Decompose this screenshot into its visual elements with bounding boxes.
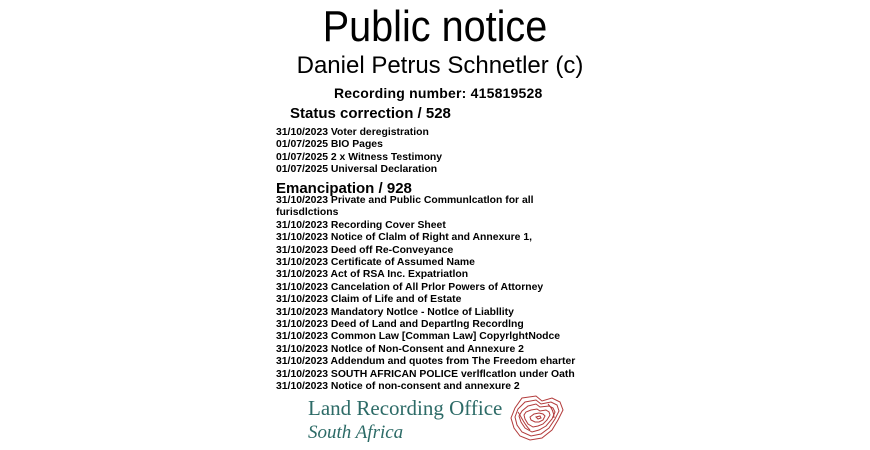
list-item: 31/10/2023 SOUTH AFRICAN POLICE verlflcatlon under Oath <box>276 368 575 380</box>
list-item: 31/10/2023 Mandatory Notlce - Notlce of Liabllity <box>276 306 514 318</box>
land-recording-office-logo <box>308 396 502 445</box>
south-africa-map-icon <box>508 392 566 444</box>
emancipation-list <box>276 195 586 394</box>
list-item: 31/10/2023 Private and Public Communlcatlon for all furisdlctions <box>276 195 534 219</box>
list-item: 31/10/2023 Notice of Clalm of Right and Annexure 1, <box>276 232 532 244</box>
list-item: 31/10/2023 Notlce of Non-Consent and Annexure 2 <box>276 343 524 355</box>
emancipation-heading: Emancipation / 928 <box>276 180 412 197</box>
list-item: 31/10/2023 Recording Cover Sheet <box>276 219 446 231</box>
page-title: Public notice <box>322 2 548 51</box>
status-correction-list <box>276 127 586 177</box>
list-item: 31/10/2023 Common Law [Comman Law] CopyrlghtNodce <box>276 331 561 343</box>
list-item: 31/10/2023 Notice of non-consent and annexure 2 <box>276 381 520 393</box>
list-item: 31/10/2023 Deed of Land and Departlng Recordlng <box>276 319 524 331</box>
list-item: 31/10/2023 Addendum and quotes from The Freedom eharter <box>276 356 576 368</box>
list-item: 01/07/2025 2 x Witness Testimony <box>276 151 443 163</box>
list-item: 31/10/2023 Act of RSA Inc. Expatriatlon <box>276 269 469 281</box>
list-item: 31/10/2023 Cancelation of All Prlor Powers of Attorney <box>276 281 544 293</box>
list-item: 01/07/2025 BIO Pages <box>276 139 383 151</box>
logo-line-1: Land Recording Office <box>308 396 503 420</box>
subtitle-name: Daniel Petrus Schnetler (c) <box>296 52 584 79</box>
list-item: 01/07/2025 Universal Declaration <box>276 164 438 176</box>
recording-number: Recording number: 415819528 <box>334 85 543 101</box>
status-correction-heading: Status correction / 528 <box>290 105 451 122</box>
logo-line-2: South Africa <box>308 422 404 443</box>
list-item: 31/10/2023 Claim of Life and of Estate <box>276 294 462 306</box>
list-item: 31/10/2023 Deed off Re-Conveyance <box>276 244 454 256</box>
list-item: 31/10/2023 Certificate of Assumed Name <box>276 257 475 269</box>
list-item: 31/10/2023 Voter deregistration <box>276 127 429 138</box>
